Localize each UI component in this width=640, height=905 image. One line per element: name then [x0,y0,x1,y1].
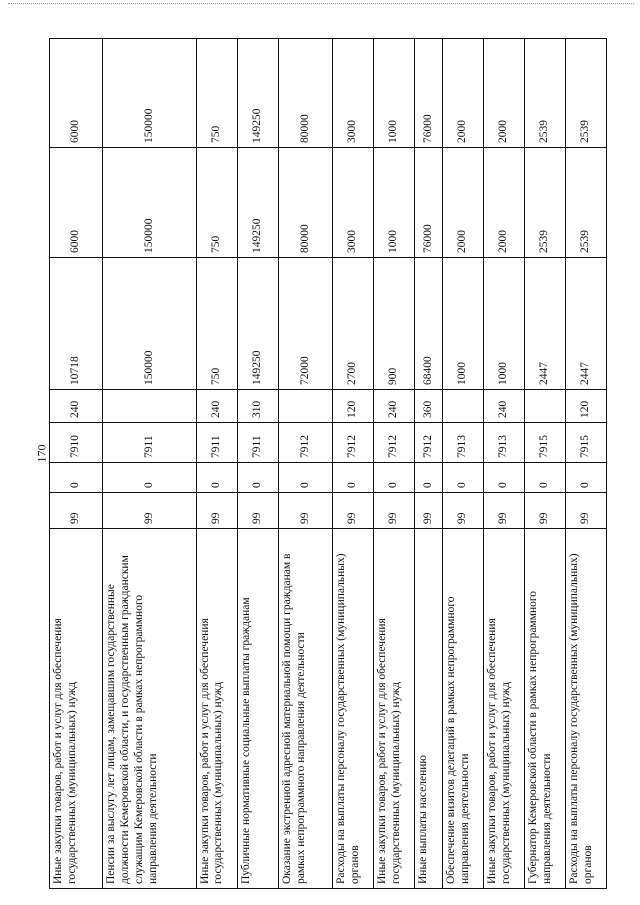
description-cell: Иные закупки товаров, работ и услуг для обеспечения государственных (муниципальных) нужд [483,529,524,889]
description-cell: Иные выплаты населению [415,529,443,889]
code-cell: 99 [237,493,278,529]
subcode-cell: 0 [374,463,415,493]
table-row [196,39,237,889]
article-cell: 7911 [196,423,237,463]
amount-year3-cell: 150000 [103,39,196,148]
subcode-cell: 0 [278,463,332,493]
amount-year2-cell: 6000 [50,148,103,258]
budget-table [49,38,607,889]
amount-year3-cell: 1000 [374,39,415,148]
article-cell: 7911 [103,423,196,463]
amount-year1-cell: 2447 [524,258,565,390]
amount-year1-cell: 10718 [50,258,103,390]
article-cell: 7912 [278,423,332,463]
amount-year3-cell: 750 [196,39,237,148]
description-cell: Пенсии за выслугу лет лицам, замещавшим государственные должности Кемеровской области, и государственным гражданским служащим Кемеровской области в рамках непрограммного направления деятельности [103,529,196,889]
subcode-cell: 0 [50,463,103,493]
amount-year3-cell: 2539 [524,39,565,148]
article-cell: 7910 [50,423,103,463]
table-row [524,39,565,889]
expense-type-cell: 240 [50,390,103,423]
amount-year2-cell: 150000 [103,148,196,258]
rotated-page-content [49,39,607,889]
article-cell: 7915 [565,423,606,463]
table-row [565,39,606,889]
article-cell: 7913 [483,423,524,463]
amount-year2-cell: 2000 [483,148,524,258]
code-cell: 99 [50,493,103,529]
expense-type-cell [442,390,483,423]
subcode-cell: 0 [103,463,196,493]
table-row [333,39,374,889]
amount-year3-cell: 76000 [415,39,443,148]
code-cell: 99 [196,493,237,529]
code-cell: 99 [483,493,524,529]
subcode-cell: 0 [415,463,443,493]
amount-year2-cell: 80000 [278,148,332,258]
table-row [483,39,524,889]
expense-type-cell: 240 [483,390,524,423]
page-top-border [8,3,634,4]
description-cell: Расходы на выплаты персоналу государственных (муниципальных) органов [333,529,374,889]
description-cell: Оказание экстренной адресной материальной помощи гражданам в рамках непрограммного направления деятельности [278,529,332,889]
expense-type-cell [103,390,196,423]
amount-year1-cell: 149250 [237,258,278,390]
expense-type-cell: 240 [374,390,415,423]
expense-type-cell: 240 [196,390,237,423]
table-row [103,39,196,889]
expense-type-cell: 120 [333,390,374,423]
amount-year2-cell: 1000 [374,148,415,258]
code-cell: 99 [374,493,415,529]
amount-year3-cell: 2539 [565,39,606,148]
amount-year1-cell: 1000 [442,258,483,390]
amount-year1-cell: 72000 [278,258,332,390]
amount-year1-cell: 68400 [415,258,443,390]
code-cell: 99 [442,493,483,529]
subcode-cell: 0 [483,463,524,493]
code-cell: 99 [524,493,565,529]
amount-year2-cell: 750 [196,148,237,258]
description-cell: Губернатор Кемеровской области в рамках непрограммного направления деятельности [524,529,565,889]
code-cell: 99 [278,493,332,529]
amount-year2-cell: 76000 [415,148,443,258]
table-row [415,39,443,889]
table-row [237,39,278,889]
article-cell: 7912 [415,423,443,463]
amount-year1-cell: 750 [196,258,237,390]
description-cell: Иные закупки товаров, работ и услуг для обеспечения государственных (муниципальных) нужд [374,529,415,889]
code-cell: 99 [103,493,196,529]
article-cell: 7912 [374,423,415,463]
article-cell: 7911 [237,423,278,463]
code-cell: 99 [333,493,374,529]
expense-type-cell: 310 [237,390,278,423]
amount-year2-cell: 2539 [524,148,565,258]
subcode-cell: 0 [196,463,237,493]
amount-year3-cell: 149250 [237,39,278,148]
expense-type-cell: 360 [415,390,443,423]
code-cell: 99 [565,493,606,529]
table-row [278,39,332,889]
page-number: 170 [34,444,49,463]
expense-type-cell: 120 [565,390,606,423]
amount-year3-cell: 2000 [442,39,483,148]
amount-year3-cell: 80000 [278,39,332,148]
article-cell: 7912 [333,423,374,463]
subcode-cell: 0 [237,463,278,493]
article-cell: 7915 [524,423,565,463]
amount-year2-cell: 149250 [237,148,278,258]
description-cell: Иные закупки товаров, работ и услуг для обеспечения государственных (муниципальных) нужд [196,529,237,889]
article-cell: 7913 [442,423,483,463]
code-cell: 99 [415,493,443,529]
amount-year2-cell: 2539 [565,148,606,258]
subcode-cell: 0 [333,463,374,493]
amount-year3-cell: 3000 [333,39,374,148]
description-cell: Обеспечение визитов делегаций в рамках непрограммного направления деятельности [442,529,483,889]
amount-year1-cell: 2447 [565,258,606,390]
description-cell: Публичные нормативные социальные выплаты гражданам [237,529,278,889]
table-row [374,39,415,889]
subcode-cell: 0 [565,463,606,493]
description-cell: Иные закупки товаров, работ и услуг для обеспечения государственных (муниципальных) нужд [50,529,103,889]
subcode-cell: 0 [524,463,565,493]
amount-year2-cell: 3000 [333,148,374,258]
amount-year1-cell: 900 [374,258,415,390]
table-row [50,39,103,889]
expense-type-cell [278,390,332,423]
amount-year1-cell: 2700 [333,258,374,390]
amount-year1-cell: 1000 [483,258,524,390]
table-row [442,39,483,889]
expense-type-cell [524,390,565,423]
subcode-cell: 0 [442,463,483,493]
amount-year1-cell: 150000 [103,258,196,390]
amount-year3-cell: 2000 [483,39,524,148]
amount-year3-cell: 6000 [50,39,103,148]
description-cell: Расходы на выплаты персоналу государственных (муниципальных) органов [565,529,606,889]
amount-year2-cell: 2000 [442,148,483,258]
